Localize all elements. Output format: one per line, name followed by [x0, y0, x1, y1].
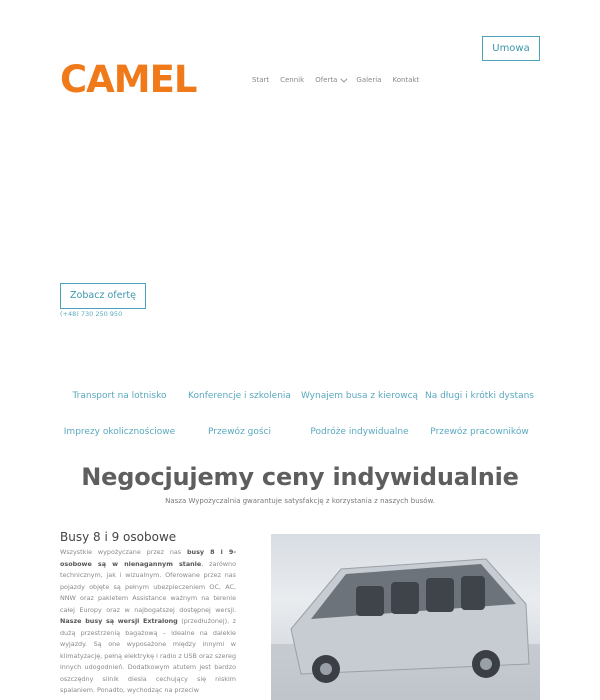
- service-individual-trips[interactable]: Podróże indywidualne: [310, 427, 409, 437]
- see-offer-button[interactable]: Zobacz ofertę: [60, 283, 146, 309]
- page-headline: Negocjujemy ceny indywidualnie: [81, 463, 519, 491]
- van-image: [271, 534, 540, 700]
- page-subheadline: Nasza Wypożyczalnia gwarantuje satysfakcję z korzystania z naszych busów.: [165, 497, 435, 505]
- nav-kontakt[interactable]: Kontakt: [392, 76, 420, 84]
- phone-number[interactable]: (+48) 730 250 950: [60, 310, 123, 318]
- logo[interactable]: CAMEL: [60, 58, 197, 101]
- service-conferences[interactable]: Konferencje i szkolenia: [188, 391, 291, 401]
- van-illustration: [271, 534, 540, 700]
- nav-cennik[interactable]: Cennik: [280, 76, 305, 84]
- chevron-down-icon: [341, 75, 348, 82]
- umowa-button[interactable]: Umowa: [482, 36, 540, 61]
- service-events[interactable]: Imprezy okolicznościowe: [63, 427, 176, 437]
- nav-galeria[interactable]: Galeria: [356, 76, 382, 84]
- service-long-short-distance[interactable]: Na długi i krótki dystans: [424, 391, 534, 401]
- busy-section-title: Busy 8 i 9 osobowe: [60, 530, 177, 544]
- service-employee-transport[interactable]: Przewóz pracowników: [430, 427, 529, 437]
- nav-start[interactable]: Start: [252, 76, 270, 84]
- service-bus-with-driver[interactable]: Wynajem busa z kierowcą: [300, 391, 419, 401]
- busy-description: Wszystkie wypożyczane przez nas busy 8 i 9-osobowe są w nienagannym stanie, zarówno technicznym, jak i wizualnym. Oferowane przez nas pojazdy objęte są pełnym ubezpieczeniem OC, AC, NNW oraz pakietem Assistance ważnym na terenie całej Europy oraz w najbogatszej dostępnej wersji. Nasze busy są wersji Extralong (przedłużonej), z dużą przestrzenią bagażową – idealne na dalekie wyjazdy. Są one wyposażone między innymi w klimatyzację, pełną elektrykę i radio z USB oraz szereg innych udogodnień. Dodatkowym atutem jest bardzo oszczędny silnik diesla cechujący się niskim spalaniem. Ponadto, wychodząc na przeciw: [60, 548, 236, 694]
- service-airport-transport[interactable]: Transport na lotnisko: [72, 391, 167, 401]
- main-nav: [252, 76, 430, 84]
- nav-oferta[interactable]: Oferta: [315, 76, 345, 84]
- service-guest-transport[interactable]: Przewóz gości: [207, 427, 272, 437]
